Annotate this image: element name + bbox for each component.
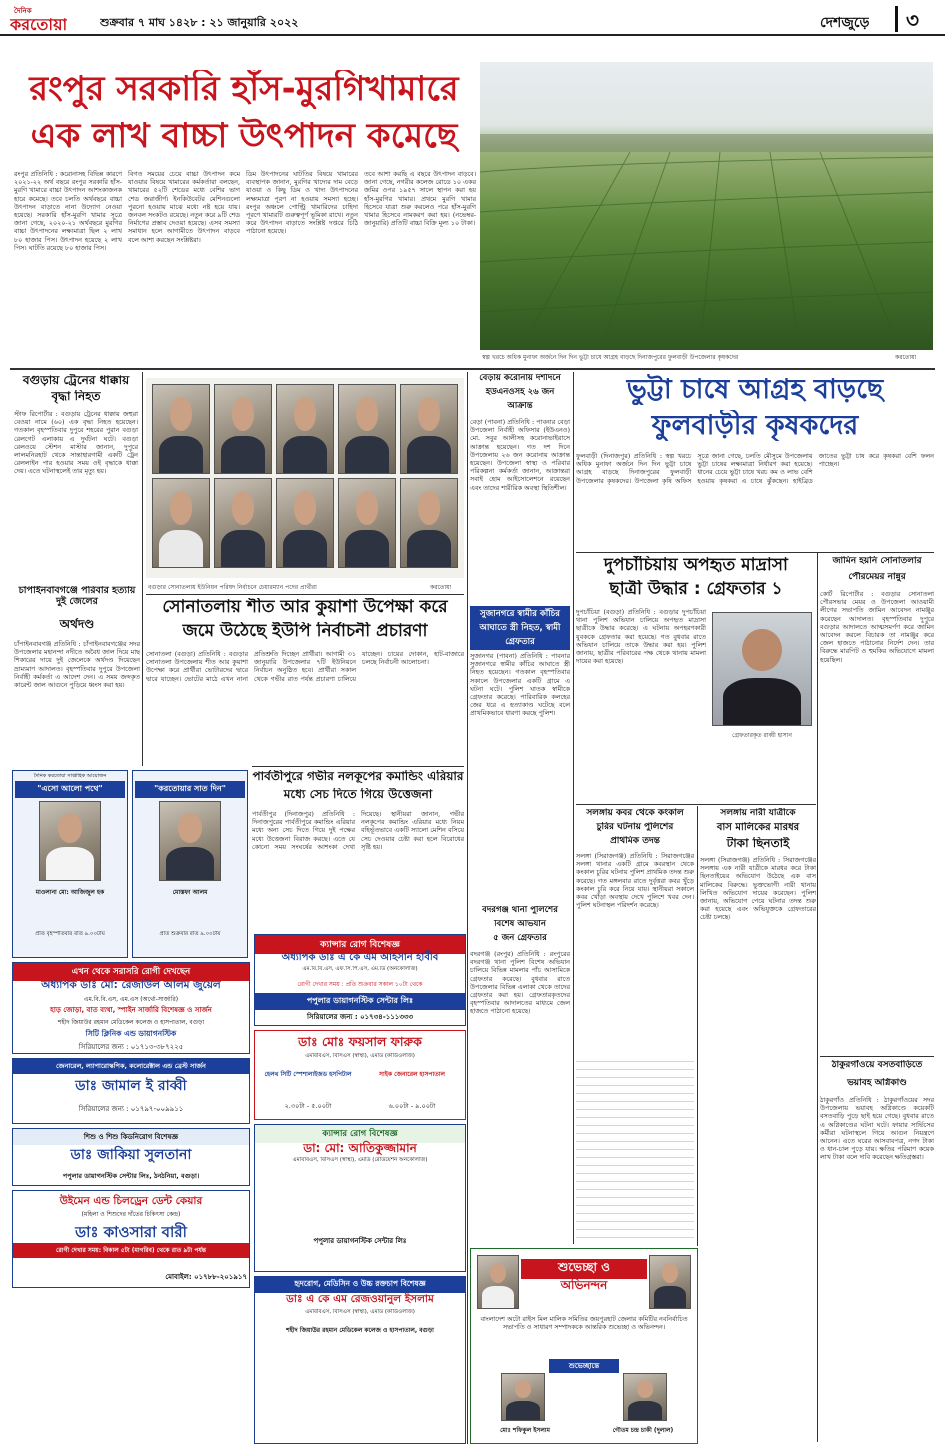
ad-center: পপুলার ডায়াগনস্টিক সেন্টার লিঃ: [313, 1237, 407, 1245]
masthead-logo-small: দৈনিক: [14, 7, 32, 15]
tv-ad-title: "এসো আলো পথে": [15, 781, 125, 798]
sonatala-body: সোনাতলা (বগুড়া) প্রতিনিধি : বগুড়ার সোনাতলা উপজেলায় শীত আর কুয়াশা উপেক্ষা করে প্রার্থীরা ভোটারদের দ্বারে দ্বারে যাচ্ছেন। ভোটের মাঠে এখন নানা প্রতিশ্রুতি দিচ্ছেন প্রার্থীরা। আগামী ৩১ জানুয়ারি উপজেলার ৭টি ইউনিয়নে নির্বাচন অনুষ্ঠিত হবে। প্রার্থীরা সকাল থেকে গভীর রাত পর্যন্ত প্রচারণা চালিয়ে যাচ্ছেন। চায়ের দোকান, হাট-বাজারে চলছে নির্বাচনী আলোচনা।: [146, 650, 464, 683]
row-rule: [576, 804, 816, 805]
sujanagar-body: সুজানগর (পাবনা) প্রতিনিধি : পাবনার সুজানগরে স্বামীর কাঁচির আঘাতে স্ত্রী নিহত হয়েছেন। গতকাল বৃহস্পতিবার সকালে উপজেলার একটি গ্রামে এ ঘটনা ঘটে। পুলিশ ঘাতক স্বামীকে গ্রেফতার করেছে। পারিবারিক কলহের জের ধরে এ হত্যাকাণ্ড ঘটেছে বলে প্রাথমিকভাবে ধারণা করছে পুলিশ।: [470, 652, 570, 718]
maize-title-1[interactable]: ভুট্টা চাষে আগ্রহ বাড়ছে: [626, 374, 884, 405]
masthead-date: শুক্রবার ৭ মাঘ ১৪২৮ : ২১ জানুয়ারি ২০২২: [100, 16, 299, 29]
bus-title-2[interactable]: বাস মালিকের মারধর: [716, 822, 800, 833]
sujanagar-title-3[interactable]: গ্রেফতার: [470, 634, 570, 650]
ad-dr-jakia[interactable]: [12, 1128, 250, 1186]
chapai-title-1[interactable]: চাঁপাইনবাবগঞ্জে পরিবার হত্যায় দুই জেলের: [18, 586, 136, 607]
ad-phone: মোবাইল: ০১৭৮৮-২০১৯১৭: [165, 1273, 247, 1281]
salanga-title-1[interactable]: সলঙ্গায় কবর থেকে কংকাল: [586, 808, 684, 818]
ad-time-1: ২.৩০টা - ৫.০০টা: [284, 1102, 332, 1110]
masthead: [0, 0, 945, 36]
thakurgaon-body: ঠাকুরগাঁও প্রতিনিধি : ঠাকুরগাঁওয়ের সদর উপজেলায় ভয়াবহ অগ্নিকাণ্ডে কয়েকটি বসতবাড়ি পুড়ে ছাই হয়ে গেছে। বুধবার রাতে এ অগ্নিকাণ্ডের ঘটনা ঘটে। ফায়ার সার্ভিসের কর্মীরা ঘটনাস্থলে গিয়ে আগুন নিয়ন্ত্রণে আনেন। এতে ঘরের আসবাবপত্র, নগদ টাকা ও ধান-চাল পুড়ে যায়। ক্ষতির পরিমাণ কয়েক লাখ টাকা বলে দাবি করেছেন ক্ষতিগ্রস্তরা।: [820, 1096, 934, 1162]
candidate-photo: [214, 478, 272, 568]
row-rule: [146, 594, 464, 595]
lead-col-4: তবে আশা করছি এ বছরে উৎপাদন বাড়বে। জানা গেছে, নগরীর কলেজ রোডে ১০ একর জমির ওপর ১৯৫৭ সালে স্থাপন করা হয় হাঁস-মুরগির খামার। প্রথমে মুরগি খামার হিসেবে যাত্রা শুরু করলেও পরে হাঁস-মুরগি খামার হিসেবে নামকরণ করা হয়। (নভেম্বর-জানুয়ারি) প্রতিটি বাচ্চা বিক্রি মূল্য ১০ টাকা।: [364, 170, 476, 228]
masthead-section: দেশজুড়ে: [820, 15, 870, 31]
ad-dr-rabbi[interactable]: [12, 1058, 250, 1124]
badarganj-title-2[interactable]: বিশেষ অভিযান: [494, 920, 546, 929]
corona-body: বেড়া (পাবনা) প্রতিনিধি : পাবনার বেড়া উপজেলা নির্বাহী অফিসার (ইউএনও) মো. সবুর আলীসহ করোনাভাইরাসে আক্রান্ত হয়েছেন। গত দশ দিনে উপজেলায় ২৬ জন করোনায় আক্রান্ত হয়েছেন। উপজেলা স্বাস্থ্য ও পরিবার পরিকল্পনা কর্মকর্তা জানান, আক্রান্তরা সবাই হোম আইসোলেশনে রয়েছেন এবং তাদের শারীরিক অবস্থা স্থিতিশীল।: [470, 418, 570, 492]
greetings-title-2: অভিনন্দন: [560, 1278, 608, 1292]
ad-band: হৃদরোগ, মেডিসিন ও উচ্চ রক্তচাপ বিশেষজ্ঞ: [255, 1277, 465, 1293]
ad-phone: সিরিয়ালের জন্য : ০১৭১৩-৩৮৭২২৫: [78, 1043, 184, 1051]
ad-band: ক্যান্সার রোগ বিশেষজ্ঞ: [255, 935, 465, 954]
ad-dent-care[interactable]: [12, 1190, 250, 1288]
sujanagar-title-2[interactable]: আঘাতে স্ত্রী নিহত, স্বামী: [470, 620, 570, 636]
ad-band: ক্যান্সার রোগ বিশেষজ্ঞ: [255, 1125, 465, 1143]
tv-program-ad-1[interactable]: [12, 770, 128, 958]
chapai-title-2[interactable]: অর্থদণ্ড: [59, 618, 95, 631]
badarganj-title-1[interactable]: বদরগঞ্জ থানা পুলিশের: [482, 906, 558, 915]
ad-center: পপুলার ডায়াগনস্টিক সেন্টার লিঃ: [255, 993, 465, 1010]
tv-ad-host: মোস্তফা আলম: [172, 889, 208, 896]
parbatipur-title-1[interactable]: পার্বতীপুরে গভীর নলকূপের কমান্ডিং এরিয়ার: [252, 770, 464, 783]
ad-greetings[interactable]: [470, 1248, 698, 1444]
ad-phone: সিরিয়ালের জন্য : ০১৭৯৭-০০৯৯১১: [78, 1105, 184, 1113]
ad-title: উইমেন এন্ড চিলড্রেন ডেন্ট কেয়ার: [59, 1195, 203, 1207]
ad-band: এখন থেকে সরাসরি রোগী দেখছেন: [13, 963, 249, 981]
salanga-title-3[interactable]: প্রাথমিক তদন্ত: [610, 836, 660, 846]
maize-photo-caption: স্বল্প খরচে অধিক মুনাফা অর্জনে দিন দিন ভুট্টা চাষে আগ্রহ বাড়ছে দিনাজপুরের ফুলবাড়ী উপজেলার কৃষকদের: [482, 354, 739, 361]
maize-field-photo: [480, 62, 933, 350]
ad-time: রোগী দেখার সময়: বিকাল ৫টা (মাগরিব) থেকে রাত ৯টা পর্যন্ত: [13, 1243, 249, 1258]
candidate-photo: [400, 384, 458, 474]
col-rule: [817, 552, 818, 1442]
ad-doctor-name: ডাঃ কাওসারা বারী: [75, 1223, 187, 1241]
arrested-photo-caption: গ্রেফতারকৃত রাব্বী হাসান: [732, 732, 792, 739]
tv-ad-time: প্রতি বৃহস্পতিবার রাত ৯.০০টায়: [35, 931, 105, 937]
ad-subtitle: (মহিলা ও শিশুদের দাঁতের চিকিৎসা কেন্দ্র): [81, 1211, 181, 1218]
salanga-title-2[interactable]: চুরির ঘটনায় পুলিশের: [596, 822, 674, 832]
ad-dr-faisal[interactable]: [254, 1030, 466, 1120]
bail-title-2[interactable]: পৌরমেয়র নান্নুর: [848, 572, 906, 582]
ad-place: শহীদ জিয়াউর রহমান মেডিকেল কলেজ ও হাসপাতাল, বগুড়া: [286, 1327, 434, 1334]
ad-dr-ahsan[interactable]: [254, 934, 466, 1026]
ad-specialty: হাড় জোড়া, বাত ব্যথা, স্পাইন সার্জারি বিশেষজ্ঞ ও সার্জন: [50, 1006, 212, 1014]
bail-body: কোর্ট রিপোর্টার : বগুড়ার সোনাতলা পৌরসভার মেয়র ও উপজেলা আওয়ামী লীগের সভাপতি জামিন আবেদন নামঞ্জুর করেছেন আদালত। বৃহস্পতিবার দুপুরে বগুড়ার আদালতে আত্মসমর্পণ করে জামিন আবেদন করলে বিচারক তা নামঞ্জুর করে জেল হাজতে পাঠানোর নির্দেশ দেন। তার বিরুদ্ধে মারপিট ও হুমকির অভিযোগে মামলা হয়েছিল।: [820, 590, 934, 664]
greeting-photo-3: [501, 1373, 545, 1421]
candidate-photo: [276, 384, 334, 474]
tv-ad-header: দৈনিক করতোয়া সাপ্তাহিক আয়োজন: [33, 773, 107, 779]
ad-degree: এম.বি.বি.এস, এম.এস (অর্থো-সার্জারি): [83, 996, 179, 1003]
ad-dr-jewel[interactable]: [12, 962, 250, 1054]
maize-photo-credit: করতোয়া: [895, 354, 917, 361]
ad-band: শিশু ও শিশু কিডনিরোগ বিশেষজ্ঞ: [13, 1129, 249, 1145]
lead-headline-1[interactable]: রংপুর সরকারি হাঁস-মুরগিখামারে: [29, 70, 459, 109]
parbatipur-body: পার্বতীপুর (দিনাজপুর) প্রতিনিধি : দিনাজপুরের পার্বতীপুরে কমান্ডিং এরিয়ার মধ্যে অন্য সেচ দিতে গিয়ে দুই পক্ষের মধ্যে উত্তেজনা বিরাজ করছে। এতে যে কোনো সময় সংঘর্ষের আশংকা দেখা দিয়েছে। স্থানীয়রা জানান, গভীর নলকূপের কমান্ডিং এরিয়ার মধ্যে নিয়ম বহির্ভূতভাবে একটি স্যালো মেশিন বসিয়ে সেচ দেওয়ার চেষ্টা করা হলে বিরোধের সৃষ্টি হয়।: [252, 810, 464, 851]
col-rule: [142, 372, 143, 766]
badarganj-title-3[interactable]: ৫ জন গ্রেফতার: [493, 934, 547, 943]
chapai-body: চাঁপাইনবাবগঞ্জ প্রতিনিধি : চাঁপাইনবাবগঞ্জের সদর উপজেলার মহানন্দা নদীতে অবৈধ জাল দিয়ে মাছ শিকারের দায়ে দুই জেলেকে অর্থদণ্ড দিয়েছেন ভ্রাম্যমাণ আদালত। বৃহস্পতিবার দুপুরে উপজেলা নির্বাহী কর্মকর্তা এ আদেশ দেন। এ সময় জব্দকৃত কারেন্ট জাল আগুনে পুড়িয়ে ধ্বংস করা হয়।: [14, 640, 140, 690]
candidate-photo: [338, 384, 396, 474]
ad-place: রোগী দেখার সময় : প্রতি শুক্রবার সকাল ১০টা থেকে: [297, 981, 423, 988]
tv-program-ad-2[interactable]: [132, 770, 248, 958]
corona-title-2[interactable]: ইউএনওসহ ২৬ জন: [485, 388, 555, 397]
salanga-body-cont: [576, 1056, 694, 1244]
row-rule: [252, 766, 464, 767]
bus-title-3[interactable]: টাকা ছিনতাই: [726, 837, 790, 850]
bus-title-1[interactable]: সলঙ্গায় নারী যাত্রীকে: [720, 808, 796, 818]
greeting-photo-2: [649, 1255, 691, 1309]
greeting-photo-1: [477, 1255, 519, 1309]
host-photo: [39, 801, 101, 881]
greetings-person-1: মোঃ শফিকুল ইসলাম: [500, 1427, 550, 1434]
dupchanchia-title-2[interactable]: ছাত্রী উদ্ধার : গ্রেফতার ১: [609, 580, 783, 599]
ad-doctor-name: অধ্যাপক ডাঃ এ কে এম আহসান হাবীব: [281, 952, 439, 963]
parbatipur-title-2[interactable]: মধ্যে সেচ দিতে গিয়ে উত্তেজনা: [283, 788, 433, 801]
greetings-person-2: গৌতম চন্দ্র চাকী (দুলাল): [612, 1427, 674, 1434]
ad-dr-atik[interactable]: [254, 1124, 466, 1272]
col-rule: [697, 806, 698, 1246]
train-title-2[interactable]: বৃদ্ধা নিহত: [51, 390, 101, 403]
maize-body: ফুলবাড়ী (দিনাজপুর) প্রতিনিধি : স্বল্প খরচে অধিক মুনাফা অর্জনে দিন দিন ভুট্টা চাষে আগ্রহ বাড়ছে দিনাজপুরের ফুলবাড়ী উপজেলার কৃষকদের। উপজেলা কৃষি অফিস সূত্রে জানা গেছে, চলতি মৌসুমে উপজেলায় ভুট্টা চাষের লক্ষ্যমাত্রা নির্ধারণ করা হয়েছে। ধানের চেয়ে ভুট্টা চাষে খরচ কম ও লাভ বেশি হওয়ায় কৃষকরা এ চাষে ঝুঁকছেন। হাইব্রিড জাতের ভুট্টা চাষ করে কৃষকরা বেশি ফলন পাচ্ছেন।: [576, 452, 934, 485]
dupchanchia-body: দুপচাঁচিয়া (বগুড়া) প্রতিনিধি : বগুড়ার দুপচাঁচিয়া থানা পুলিশ অভিযান চালিয়ে অপহৃত মাদ্রাসা ছাত্রীকে উদ্ধার করেছে। এ ঘটনায় অপহরণকারী যুবককে গ্রেফতার করা হয়েছে। গত বুধবার রাতে অভিযান চালিয়ে তাকে উদ্ধার করা হয়। পুলিশ জানায়, ছাত্রীর পরিবারের পক্ষ থেকে থানায় মামলা দায়ের করা হয়েছে।: [576, 608, 706, 666]
host-photo: [159, 801, 221, 881]
ad-doctor-name: ডা: মো: আতিকুজ্জামান: [303, 1141, 417, 1155]
greeting-photo-4: [623, 1373, 667, 1421]
lead-col-2: বিগত সময়ের চেয়ে বাচ্চা উৎপাদন কমে যাওয়ার বিষয়ে খামারের কর্মকর্তারা বলছেন, খামারের ৫২টি শেডের মধ্যে বেশির ভাগ শেড জরাজীর্ণ। ইনকিউবেটর মেশিনগুলো পুরনো হওয়ায় মাঝে মধ্যে নষ্ট হয়ে যায়। জনবল সংকটও রয়েছে। নতুন করে ৯টি শেড নির্মাণের প্রস্তাব দেওয়া হয়েছে। এসব সমস্যা সমাধান হলে আগামীতে উৎপাদন বাড়বে বলে আশা করছেন সংশ্লিষ্টরা।: [128, 170, 240, 244]
candidate-photo: [214, 384, 272, 474]
greetings-label: শুভেচ্ছান্তে: [549, 1359, 619, 1373]
candidate-photo: [152, 384, 210, 474]
corona-title-3[interactable]: আক্রান্ত: [507, 402, 533, 411]
corona-title-1[interactable]: বেড়ায় করোনায় দশদিনে: [479, 374, 561, 383]
train-body: স্টাফ রিপোর্টার : বগুড়ায় ট্রেনের ধাক্কায় জহুরা বেওয়া নামে (৬০) এক বৃদ্ধা নিহত হয়েছেন। গতকাল বৃহস্পতিবার দুপুরে শহরের পুরান বগুড়া রেলগেট এলাকায় এ দুর্ঘটনা ঘটে। বগুড়া রেলওয়ে স্টেশন মাস্টার জানান, দুপুরে লালমনিরহাট থেকে সান্তাহারগামী একটি ট্রেন রেললাইন পার হওয়ার সময় ওই বৃদ্ধাকে ধাক্কা দেয়। এতে ঘটনাস্থলেই তার মৃত্যু হয়।: [14, 410, 138, 476]
bail-title-1[interactable]: জামিন হয়নি সোনাতলার: [832, 556, 922, 566]
sonatala-title-2[interactable]: জমে উঠেছে ইউপি নির্বাচনী প্রচারণা: [182, 622, 428, 641]
arrested-person-photo: [712, 612, 812, 726]
sujanagar-title-1[interactable]: সুজানগরে স্বামীর কাঁচির: [470, 606, 570, 622]
ad-doctor-name: ডাঃ জামাল ই রাব্বী: [75, 1078, 187, 1094]
ad-degree: এম.বি.বি.এস, এফ.সি.পি.এস, এম.ডি (অনকোলজি): [302, 966, 418, 972]
badarganj-body: বদরগঞ্জ (রংপুর) প্রতিনিধি : রংপুরের বদরগঞ্জ থানা পুলিশ বিশেষ অভিযান চালিয়ে বিভিন্ন মামলার পাঁচ আসামিকে গ্রেফতার করেছে। বুধবার রাতে উপজেলার বিভিন্ন এলাকা থেকে তাদের গ্রেফতার করা হয়। গ্রেফতারকৃতদের বৃহস্পতিবার আদালতের মাধ্যমে জেল হাজতে পাঠানো হয়েছে।: [470, 950, 570, 1016]
ad-dr-rezaul[interactable]: [254, 1276, 466, 1444]
bus-body: সলঙ্গা (সিরাজগঞ্জ) প্রতিনিধি : সিরাজগঞ্জের সলঙ্গায় এক নারী যাত্রীকে মারধর করে টাকা ছিনতাইয়ের অভিযোগ উঠেছে এক বাস মালিকের বিরুদ্ধে। ভুক্তভোগী নারী থানায় লিখিত অভিযোগ দায়ের করেছেন। পুলিশ জানায়, অভিযোগ পেয়ে ঘটনার তদন্ত শুরু করা হয়েছে এবং অভিযুক্তকে গ্রেফতারের চেষ্টা চলছে।: [700, 856, 816, 922]
candidate-photo: [400, 478, 458, 568]
col-rule: [573, 372, 574, 1244]
ad-doctor-name: অধ্যাপক ডাঃ মো: রেজাউল আলম জুয়েল: [41, 979, 221, 991]
lead-col-3: ডিম উৎপাদনের ঘাটতির বিষয়ে খামারের ব্যবস্থাপক জানান, মুরগির খাদ্যের দাম বেড়ে যাওয়া ও কিছু ডিম ও খাদ্য উৎপাদনের লক্ষ্যমাত্রা পূরণ না হওয়ায় সমস্যা হচ্ছে। রংপুর অঞ্চলে পোল্ট্রি খামারিদের চাহিদা পূরণে খামারটি গুরুত্বপূর্ণ ভূমিকা রাখে। নতুন করে উৎপাদন বাড়াতে সংশ্লিষ্ট দপ্তরে চিঠি পাঠানো হয়েছে।: [246, 170, 358, 236]
train-title-1[interactable]: বগুড়ায় ট্রেনের ধাক্কায়: [22, 374, 130, 387]
dupchanchia-title-1[interactable]: দুপচাঁচিয়ায় অপহৃত মাদ্রাসা: [604, 556, 788, 575]
tv-ad-time: প্রতি শুক্রবার রাত ৯.০০টায়: [159, 931, 221, 937]
rule-under-lead: [10, 368, 935, 370]
candidates-photo-grid: [146, 378, 464, 578]
tv-ad-title: "করতোয়ার সাত দিন": [135, 781, 245, 798]
page-number: ৩: [906, 8, 920, 32]
row-rule: [576, 552, 934, 553]
ad-place: পপুলার ডায়াগনস্টিক সেন্টার লিঃ, ঠনঠনিয়া, বগুড়া।: [62, 1172, 200, 1180]
lead-headline-2[interactable]: এক লাখ বাচ্চা উৎপাদন কমেছে: [30, 117, 458, 156]
masthead-logo[interactable]: করতোয়া: [10, 15, 68, 34]
thakurgaon-title-1[interactable]: ঠাকুরগাঁওয়ে বসতবাড়িতে: [831, 1060, 923, 1070]
ad-place: শহীদ জিয়াউর রহমান মেডিকেল কলেজ ও হাসপাতাল, বগুড়া: [57, 1019, 205, 1026]
candidates-credit: করতোয়া: [430, 584, 452, 591]
lead-col-1: রংপুর প্রতিনিধি : করোনাসহ বিভিন্ন কারণে ২০২১-২২ অর্থ বছরে রংপুর সরকারি হাঁস-মুরগি খামারে বাচ্চা উৎপাদন আশংকাজনক হারে কমেছে। তবে চলতি অর্থবছরে বাচ্চা উৎপাদন বাড়াতে নানা উদ্যোগ নেওয়া হয়েছে। সরকারি হাঁস-মুরগি খামার সূত্রে জানা গেছে, ২০২০-২১ অর্থবছরে মুরগির বাচ্চা উৎপাদনের লক্ষ্যমাত্রা ছিল ২ লাখ ৮০ হাজার পিস। উৎপাদন হয়েছে ২ লাখ পিস। ঘাটতি রয়েছে ৮০ হাজার পিস।: [14, 170, 122, 252]
ad-degree: এমবিবিএস, বিসিএস (স্বাস্থ্য), এমডি (কার্ডিওলজি): [305, 1309, 415, 1315]
col-rule: [467, 372, 468, 1444]
salanga-body: সলঙ্গা (সিরাজগঞ্জ) প্রতিনিধি : সিরাজগঞ্জের সলঙ্গা থানার একটি গ্রামে কবরস্থান থেকে কংকাল চুরির ঘটনায় পুলিশ প্রাথমিক তদন্ত শুরু করেছে। গত মঙ্গলবার রাতে দুর্বৃত্তরা কবর খুঁড়ে কংকাল চুরি করে নিয়ে যায়। স্থানীয়রা সকালে কবর খোঁড়া অবস্থায় দেখে পুলিশে খবর দেন। পুলিশ ঘটনাস্থল পরিদর্শন করেছে।: [576, 852, 694, 910]
ad-doctor-name: ডাঃ জাকিয়া সুলতানা: [70, 1147, 192, 1163]
tv-ad-host: মাওলানা মো: আজিজুল হক: [35, 889, 105, 896]
ad-clinic: সিটি ক্লিনিক এন্ড ডায়াগনস্টিক: [85, 1029, 177, 1038]
ad-hospital-2: সাইক জেনারেল হাসপাতাল: [379, 1071, 445, 1078]
ad-doctor-name: ডাঃ মোঃ ফয়সাল ফারুক: [298, 1034, 422, 1049]
greetings-title-1: শুভেচ্ছা ও: [521, 1259, 647, 1279]
candidate-photo: [152, 478, 210, 568]
ad-phone: সিরিয়ালের জন্য : ০১৭৩৪-১১১৩৩৩: [306, 1013, 414, 1021]
ad-doctor-name: ডাঃ এ কে এম রেজওয়ানুল ইসলাম: [286, 1293, 434, 1305]
ad-degree: এমবিবিএস, বিসিএস (স্বাস্থ্য), এমডি (কার্ডিওলজি): [305, 1053, 415, 1059]
sonatala-title-1[interactable]: সোনাতলায় শীত আর কুয়াশা উপেক্ষা করে: [162, 598, 448, 617]
thakurgaon-title-2[interactable]: ভয়াবহ অগ্নিকাণ্ড: [847, 1078, 907, 1088]
maize-field-svg: [480, 62, 933, 350]
greetings-body: বাংলাদেশ অটো রাইস মিল মালিক সমিতির জয়পুরহাট জেলার কমিটির নবনির্বাচিত সভাপতি ও সাধারণ সম্পাদককে আন্তরিক শুভেচ্ছা ও অভিনন্দন।: [480, 1315, 688, 1332]
candidates-caption: বগুড়ার সোনাতলায় ইউনিয়ন পরিষদ নির্বাচনে চেয়ারম্যান পদের প্রার্থীরা: [148, 584, 317, 591]
ad-time-2: ৬.০০টা - ৯.০০টা: [388, 1102, 436, 1110]
candidate-photo: [276, 478, 334, 568]
candidate-photo: [338, 478, 396, 568]
maize-title-2[interactable]: ফুলবাড়ীর কৃষকদের: [651, 410, 859, 441]
row-rule: [820, 1056, 934, 1057]
ad-hospital-1: হেলথ সিটি স্পেশালাইজড হসপিটাল: [264, 1071, 352, 1078]
ad-degree: এমবিবিএস, বিসিএস (স্বাস্থ্য), এমডি (রেডিয়েশন অনকোলজি): [292, 1157, 428, 1163]
ad-band: জেনারেল, ল্যাপারোস্কপিক, কলোরেক্টাল এন্ড ব্রেস্ট সার্জন: [13, 1059, 249, 1074]
masthead-divider: [895, 6, 898, 32]
